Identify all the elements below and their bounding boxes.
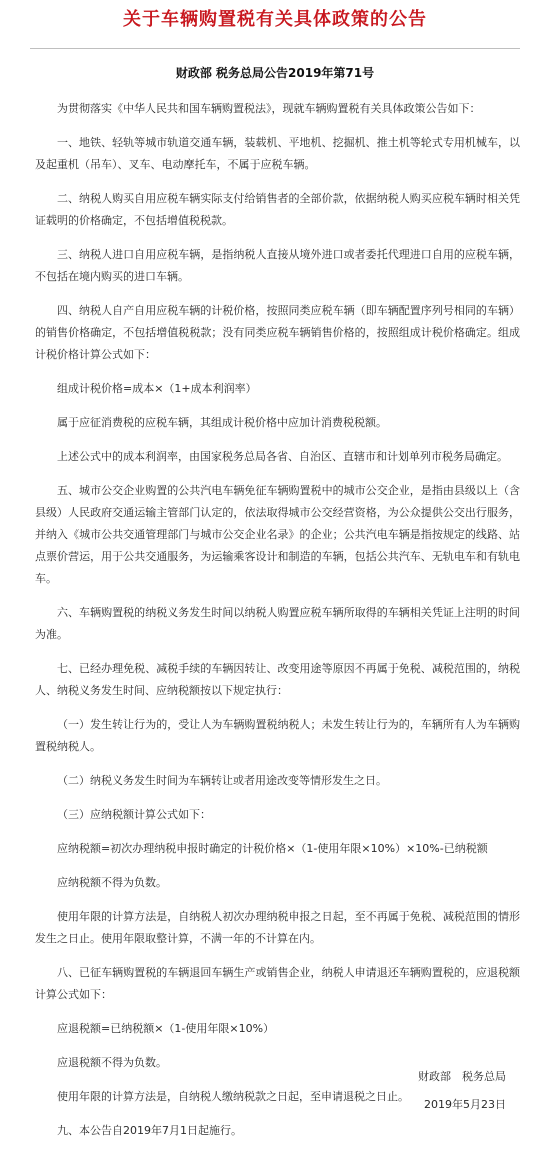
paragraph-2: 二、纳税人购买自用应税车辆实际支付给销售者的全部价款，依据纳税人购买应税车辆时相关凭证载明的价格确定，不包括增值税税款。 (35, 192, 520, 227)
paragraph-formula-1: 组成计税价格=成本×（1+成本利润率） (57, 382, 257, 395)
paragraph-formula-2: 应纳税额=初次办理纳税申报时确定的计税价格×（1-使用年限×10%）×10%-已纳税额 (57, 842, 488, 855)
paragraph-3: 三、纳税人进口自用应税车辆，是指纳税人直接从境外进口或者委托代理进口自用的应税车辆，不包括在境内购买的进口车辆。 (35, 248, 520, 283)
issuer-signature: 财政部 税务总局 (418, 1070, 506, 1083)
paragraph-1: 一、地铁、轻轨等城市轨道交通车辆，装载机、平地机、挖掘机、推土机等轮式专用机械车，以及起重机（吊车）、叉车、电动摩托车，不属于应税车辆。 (35, 136, 520, 171)
paragraph-4-note: 属于应征消费税的应税车辆，其组成计税价格中应加计消费税税额。 (57, 416, 387, 429)
paragraph-years-1: 使用年限的计算方法是，自纳税人初次办理纳税申报之日起，至不再属于免税、减税范围的情形发生之日止。使用年限取整计算，不满一年的不计算在内。 (35, 910, 520, 945)
paragraph-5: 五、城市公交企业购置的公共汽电车辆免征车辆购置税中的城市公交企业，是指由县级以上（含县级）人民政府交通运输主管部门认定的，依法取得城市公交经营资格，为公众提供公交出行服务，并纳入《城市公共交通管理部门与城市公交企业名录》的企业；公共汽电车辆是指按规定的线路、站点票价营运，用于公共交通服务，为运输乘客设计和制造的车辆，包括公共汽车、无轨电车和有轨电车。 (35, 484, 520, 585)
issue-date: 2019年5月23日 (424, 1098, 506, 1111)
paragraph-8: 八、已征车辆购置税的车辆退回车辆生产或销售企业，纳税人申请退还车辆购置税的，应退税额计算公式如下： (35, 966, 520, 1001)
paragraph-4-rate: 上述公式中的成本利润率，由国家税务总局各省、自治区、直辖市和计划单列市税务局确定。 (57, 450, 508, 463)
paragraph-intro: 为贯彻落实《中华人民共和国车辆购置税法》，现就车辆购置税有关具体政策公告如下： (57, 102, 481, 115)
paragraph-7-1: （一）发生转让行为的，受让人为车辆购置税纳税人；未发生转让行为的，车辆所有人为车辆购置税纳税人。 (35, 718, 520, 753)
paragraph-formula-3: 应退税额=已纳税额×（1-使用年限×10%） (57, 1022, 275, 1035)
paragraph-4: 四、纳税人自产自用应税车辆的计税价格，按照同类应税车辆（即车辆配置序列号相同的车辆）的销售价格确定，不包括增值税税款；没有同类应税车辆销售价格的，按照组成计税价格确定。组成计税价格计算公式如下： (35, 304, 520, 361)
document-title: 关于车辆购置税有关具体政策的公告 (123, 9, 427, 30)
paragraph-7-3: （三）应纳税额计算公式如下： (57, 808, 211, 821)
paragraph-years-2: 使用年限的计算方法是，自纳税人缴纳税款之日起，至申请退税之日止。 (57, 1090, 409, 1103)
paragraph-nonnegative-1: 应纳税额不得为负数。 (57, 876, 167, 889)
paragraph-nonnegative-2: 应退税额不得为负数。 (57, 1056, 167, 1069)
paragraph-6: 六、车辆购置税的纳税义务发生时间以纳税人购置应税车辆所取得的车辆相关凭证上注明的时间为准。 (35, 606, 520, 641)
paragraph-7-2: （二）纳税义务发生时间为车辆转让或者用途改变等情形发生之日。 (57, 774, 387, 787)
document-body (35, 98, 520, 1154)
paragraph-9: 九、本公告自2019年7月1日起施行。 (57, 1124, 242, 1137)
title-divider (30, 48, 520, 49)
document-subtitle: 财政部 税务总局公告2019年第71号 (175, 66, 375, 80)
paragraph-7: 七、已经办理免税、减税手续的车辆因转让、改变用途等原因不再属于免税、减税范围的，纳税人、纳税义务发生时间、应纳税额按以下规定执行： (35, 662, 520, 697)
